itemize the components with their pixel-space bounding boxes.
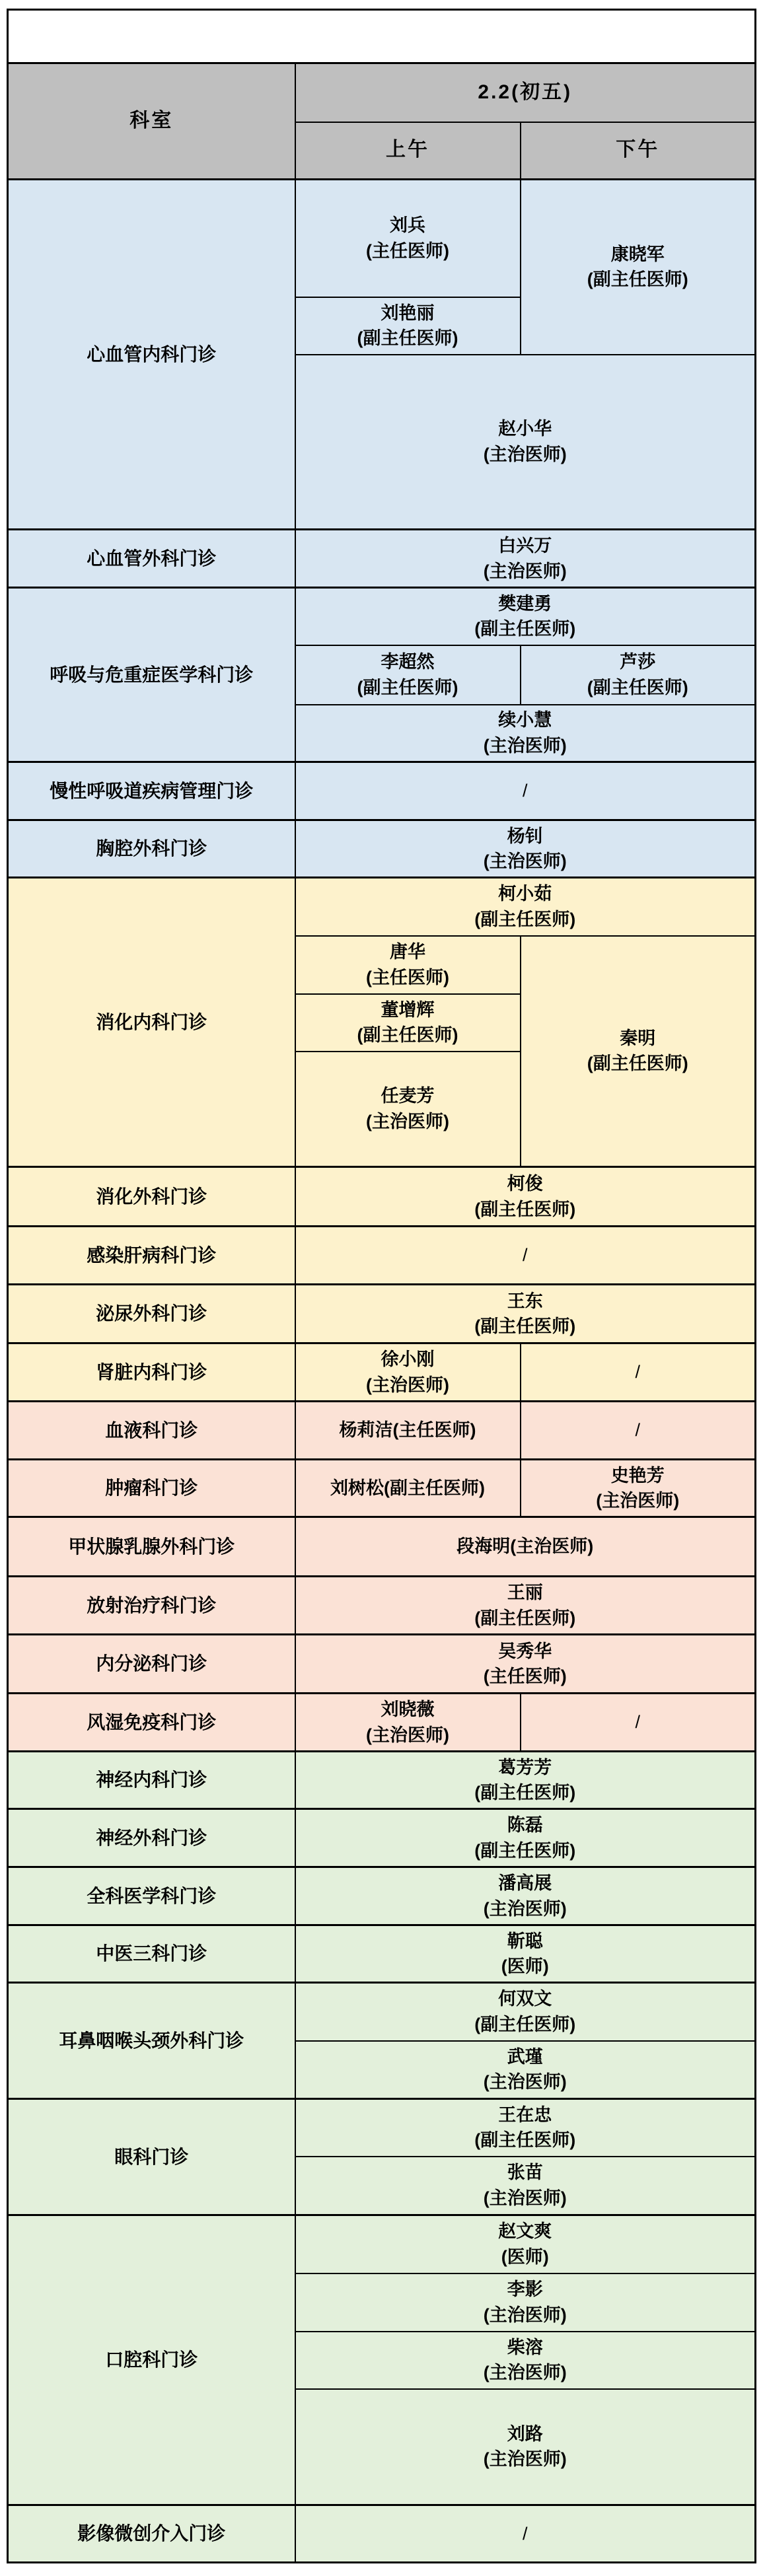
cell-text-line: 科室 bbox=[129, 110, 174, 132]
department-cell bbox=[8, 180, 295, 530]
empty-slot-cell bbox=[295, 1227, 756, 1285]
cell-text-line: 芦莎 bbox=[620, 652, 656, 672]
cell-text-line: (主治医师) bbox=[596, 1491, 680, 1511]
cell-text-line: (主任医师) bbox=[483, 1666, 567, 1686]
cell-text-line: (主任医师) bbox=[366, 967, 449, 987]
cell-text-line: (主治医师) bbox=[483, 851, 567, 871]
cell-text-line: 肿瘤科门诊 bbox=[105, 1478, 198, 1499]
cell-text-line: / bbox=[522, 2523, 528, 2544]
table-row bbox=[8, 1809, 756, 1867]
cell-text-line: 放射治疗科门诊 bbox=[87, 1594, 217, 1616]
date-column-header bbox=[295, 63, 756, 122]
cell-text-line: 王东 bbox=[507, 1291, 543, 1311]
table-row bbox=[8, 2215, 756, 2273]
department-cell bbox=[8, 878, 295, 1167]
cell-text-line: 秦明 bbox=[620, 1028, 656, 1048]
cell-text-line: (主治医师) bbox=[366, 1111, 449, 1131]
cell-text-line: 上午 bbox=[386, 139, 429, 161]
cell-text-line: 刘艳丽 bbox=[381, 303, 435, 323]
cell-text-line: 徐小刚 bbox=[381, 1349, 435, 1370]
doctor-cell bbox=[521, 180, 756, 355]
department-cell bbox=[8, 1285, 295, 1343]
empty-slot-cell bbox=[295, 762, 756, 820]
table-row bbox=[8, 1402, 756, 1460]
cell-text-line: 王在忠 bbox=[498, 2104, 552, 2125]
table-row bbox=[8, 1285, 756, 1343]
table-row bbox=[8, 1694, 756, 1752]
cell-text-line: (主治医师) bbox=[483, 2363, 567, 2382]
table-row bbox=[8, 63, 756, 122]
cell-text-line: 泌尿外科门诊 bbox=[96, 1303, 207, 1324]
doctor-cell bbox=[295, 1925, 756, 1983]
department-cell bbox=[8, 1517, 295, 1577]
doctor-cell bbox=[295, 2332, 756, 2389]
cell-text-line: (主治医师) bbox=[366, 1375, 449, 1395]
cell-text-line: / bbox=[635, 1362, 640, 1382]
doctor-cell bbox=[295, 2215, 756, 2273]
table-row bbox=[8, 878, 756, 936]
cell-text-line: 葛芳芳 bbox=[498, 1757, 552, 1777]
empty-slot-cell bbox=[521, 1343, 756, 1402]
cell-text-line: 下午 bbox=[616, 139, 660, 161]
cell-text-line: 耳鼻咽喉头颈外科门诊 bbox=[59, 2030, 244, 2051]
doctor-cell bbox=[295, 1694, 521, 1752]
empty-slot-cell bbox=[295, 2505, 756, 2563]
doctor-cell bbox=[295, 878, 756, 936]
cell-text-line: (副主任医师) bbox=[474, 1840, 576, 1861]
table-row bbox=[8, 1227, 756, 1285]
cell-text-line: 神经外科门诊 bbox=[96, 1827, 207, 1848]
cell-text-line: (主治医师) bbox=[483, 1898, 567, 1919]
table-row bbox=[8, 1577, 756, 1635]
cell-text-line: (副主任医师) bbox=[587, 677, 688, 698]
department-cell bbox=[8, 2099, 295, 2215]
cell-text-line: / bbox=[635, 1420, 640, 1441]
table-row bbox=[8, 1517, 756, 1577]
cell-text-line: 何双文 bbox=[498, 1989, 552, 2009]
doctor-cell bbox=[295, 1402, 521, 1460]
cell-text-line: 血液科门诊 bbox=[105, 1419, 198, 1441]
cell-text-line: (主治医师) bbox=[483, 2188, 567, 2208]
cell-text-line: 刘树松(副主任医师) bbox=[330, 1478, 485, 1498]
empty-slot-cell bbox=[521, 1402, 756, 1460]
cell-text-line: 刘晓薇 bbox=[381, 1699, 435, 1720]
cell-text-line: 肾脏内科门诊 bbox=[96, 1361, 207, 1382]
cell-text-line: (主治医师) bbox=[483, 735, 567, 756]
cell-text-line: 康晓军 bbox=[610, 244, 665, 264]
department-cell bbox=[8, 2505, 295, 2563]
doctor-cell bbox=[295, 820, 756, 878]
table-row bbox=[8, 2505, 756, 2563]
department-cell bbox=[8, 1694, 295, 1752]
table-row bbox=[8, 1925, 756, 1983]
cell-text-line: 唐华 bbox=[390, 942, 425, 962]
doctor-cell bbox=[295, 2041, 756, 2099]
doctor-cell bbox=[295, 645, 521, 705]
table-row bbox=[8, 180, 756, 297]
cell-text-line: 慢性呼吸道疾病管理门诊 bbox=[50, 780, 254, 801]
doctor-cell bbox=[295, 936, 521, 994]
department-cell bbox=[8, 1983, 295, 2099]
doctor-cell bbox=[295, 1635, 756, 1694]
cell-text-line: (副主任医师) bbox=[474, 909, 576, 929]
cell-text-line: 潘高展 bbox=[498, 1873, 552, 1894]
cell-text-line: (副主任医师) bbox=[357, 328, 458, 348]
cell-text-line: 全科医学科门诊 bbox=[87, 1885, 217, 1906]
cell-text-line: 内分泌科门诊 bbox=[96, 1653, 207, 1674]
cell-text-line: 杨莉洁(主任医师) bbox=[339, 1420, 476, 1441]
doctor-cell bbox=[295, 2389, 756, 2505]
schedule-table-body bbox=[8, 10, 756, 2563]
department-cell bbox=[8, 1227, 295, 1285]
table-row bbox=[8, 2099, 756, 2157]
cell-text-line: 柴溶 bbox=[507, 2337, 543, 2357]
cell-text-line: 中医三科门诊 bbox=[96, 1943, 207, 1964]
cell-text-line: 柯小茹 bbox=[498, 884, 552, 904]
cell-text-line: 王丽 bbox=[507, 1583, 543, 1603]
cell-text-line: (副主任医师) bbox=[474, 2130, 576, 2151]
department-cell bbox=[8, 820, 295, 878]
cell-text-line: (主治医师) bbox=[366, 1725, 449, 1745]
cell-text-line: (副主任医师) bbox=[474, 1199, 576, 1219]
doctor-cell bbox=[295, 2099, 756, 2157]
cell-text-line: 樊建勇 bbox=[498, 593, 552, 614]
cell-text-line: 风湿免疫科门诊 bbox=[87, 1711, 217, 1733]
top-spacer-cell bbox=[8, 10, 756, 63]
doctor-cell bbox=[521, 1460, 756, 1517]
cell-text-line: 2.2(初五) bbox=[478, 81, 573, 103]
cell-text-line: 呼吸与危重症医学科门诊 bbox=[50, 664, 254, 685]
department-cell bbox=[8, 1925, 295, 1983]
cell-text-line: 眼科门诊 bbox=[114, 2146, 189, 2167]
cell-text-line: (副主任医师) bbox=[474, 2014, 576, 2034]
cell-text-line: (主任医师) bbox=[366, 240, 449, 261]
cell-text-line: (副主任医师) bbox=[474, 1316, 576, 1336]
table-row bbox=[8, 1867, 756, 1925]
cell-text-line: (副主任医师) bbox=[474, 619, 576, 639]
department-cell bbox=[8, 1809, 295, 1867]
cell-text-line: (副主任医师) bbox=[587, 269, 688, 290]
doctor-cell bbox=[295, 1052, 521, 1167]
department-cell bbox=[8, 530, 295, 588]
department-cell bbox=[8, 1867, 295, 1925]
cell-text-line: 陈磊 bbox=[507, 1815, 543, 1836]
doctor-cell bbox=[295, 2157, 756, 2215]
department-cell bbox=[8, 1752, 295, 1809]
cell-text-line: 武瑾 bbox=[507, 2046, 543, 2067]
department-cell bbox=[8, 1577, 295, 1635]
department-cell bbox=[8, 2215, 295, 2505]
table-row bbox=[8, 1752, 756, 1809]
department-cell bbox=[8, 1343, 295, 1402]
cell-text-line: / bbox=[522, 781, 528, 801]
doctor-cell bbox=[295, 1285, 756, 1343]
table-row bbox=[8, 820, 756, 878]
cell-text-line: 甲状腺乳腺外科门诊 bbox=[68, 1536, 235, 1557]
table-row bbox=[8, 1460, 756, 1517]
cell-text-line: (主治医师) bbox=[483, 2449, 567, 2470]
cell-text-line: (副主任医师) bbox=[474, 1783, 576, 1803]
table-row bbox=[8, 762, 756, 820]
doctor-cell bbox=[295, 588, 756, 645]
table-row bbox=[8, 530, 756, 588]
cell-text-line: (副主任医师) bbox=[357, 1025, 458, 1045]
cell-text-line: 张苗 bbox=[507, 2163, 543, 2183]
doctor-cell bbox=[295, 994, 521, 1052]
department-cell bbox=[8, 1460, 295, 1517]
doctor-cell bbox=[521, 645, 756, 705]
cell-text-line: 感染肝病科门诊 bbox=[87, 1244, 217, 1266]
doctor-cell bbox=[295, 705, 756, 762]
cell-text-line: 任麦芳 bbox=[381, 1086, 435, 1106]
am-column-header bbox=[295, 122, 521, 180]
department-cell bbox=[8, 1635, 295, 1694]
doctor-cell bbox=[295, 297, 521, 355]
cell-text-line: 靳聪 bbox=[507, 1931, 543, 1951]
cell-text-line: 杨钊 bbox=[507, 826, 543, 846]
empty-slot-cell bbox=[521, 1694, 756, 1752]
cell-text-line: (副主任医师) bbox=[474, 1608, 576, 1628]
doctor-cell bbox=[295, 1460, 521, 1517]
doctor-cell bbox=[295, 2273, 756, 2332]
cell-text-line: 刘兵 bbox=[390, 215, 425, 236]
doctor-cell bbox=[295, 1983, 756, 2041]
cell-text-line: (医师) bbox=[501, 1956, 549, 1976]
cell-text-line: 赵小华 bbox=[498, 419, 552, 439]
cell-text-line: (医师) bbox=[501, 2246, 549, 2267]
table-row bbox=[8, 588, 756, 645]
cell-text-line: (副主任医师) bbox=[587, 1054, 688, 1074]
cell-text-line: 刘路 bbox=[507, 2423, 543, 2444]
cell-text-line: 续小慧 bbox=[498, 710, 552, 731]
doctor-cell bbox=[295, 1577, 756, 1635]
dept-column-header bbox=[8, 63, 295, 180]
doctor-cell bbox=[295, 1343, 521, 1402]
table-row bbox=[8, 1343, 756, 1402]
doctor-cell bbox=[521, 936, 756, 1167]
cell-text-line: 影像微创介入门诊 bbox=[77, 2523, 226, 2544]
cell-text-line: (主治医师) bbox=[483, 561, 567, 581]
cell-text-line: 心血管内科门诊 bbox=[87, 343, 217, 365]
department-cell bbox=[8, 588, 295, 762]
cell-text-line: (主治医师) bbox=[483, 2305, 567, 2325]
department-cell bbox=[8, 762, 295, 820]
doctor-cell bbox=[295, 530, 756, 588]
doctor-cell bbox=[295, 1867, 756, 1925]
cell-text-line: / bbox=[522, 1245, 528, 1266]
pm-column-header bbox=[521, 122, 756, 180]
doctor-cell bbox=[295, 1809, 756, 1867]
schedule-table bbox=[7, 9, 756, 2563]
cell-text-line: 柯俊 bbox=[507, 1174, 543, 1194]
cell-text-line: 神经内科门诊 bbox=[96, 1770, 207, 1791]
doctor-cell bbox=[295, 355, 756, 530]
doctor-cell bbox=[295, 180, 521, 297]
cell-text-line: 段海明(主治医师) bbox=[456, 1536, 594, 1557]
cell-text-line: 史艳芳 bbox=[610, 1465, 665, 1485]
doctor-cell bbox=[295, 1517, 756, 1577]
cell-text-line: 口腔科门诊 bbox=[105, 2349, 198, 2371]
cell-text-line: 消化外科门诊 bbox=[96, 1186, 207, 1207]
cell-text-line: 消化内科门诊 bbox=[96, 1011, 207, 1032]
cell-text-line: 董增辉 bbox=[381, 999, 435, 1020]
cell-text-line: 李影 bbox=[507, 2279, 543, 2300]
cell-text-line: (主治医师) bbox=[483, 2072, 567, 2093]
table-row bbox=[8, 1983, 756, 2041]
cell-text-line: 白兴万 bbox=[498, 536, 552, 556]
department-cell bbox=[8, 1402, 295, 1460]
department-cell bbox=[8, 1167, 295, 1227]
cell-text-line: 胸腔外科门诊 bbox=[96, 838, 207, 859]
cell-text-line: 赵文爽 bbox=[498, 2221, 552, 2242]
cell-text-line: / bbox=[635, 1712, 640, 1733]
cell-text-line: (副主任医师) bbox=[357, 677, 458, 698]
table-row bbox=[8, 1167, 756, 1227]
cell-text-line: (主治医师) bbox=[483, 444, 567, 464]
table-row bbox=[8, 10, 756, 63]
doctor-cell bbox=[295, 1167, 756, 1227]
cell-text-line: 李超然 bbox=[381, 652, 435, 672]
doctor-cell bbox=[295, 1752, 756, 1809]
cell-text-line: 吴秀华 bbox=[498, 1641, 552, 1661]
table-row bbox=[8, 1635, 756, 1694]
cell-text-line: 心血管外科门诊 bbox=[87, 548, 217, 569]
